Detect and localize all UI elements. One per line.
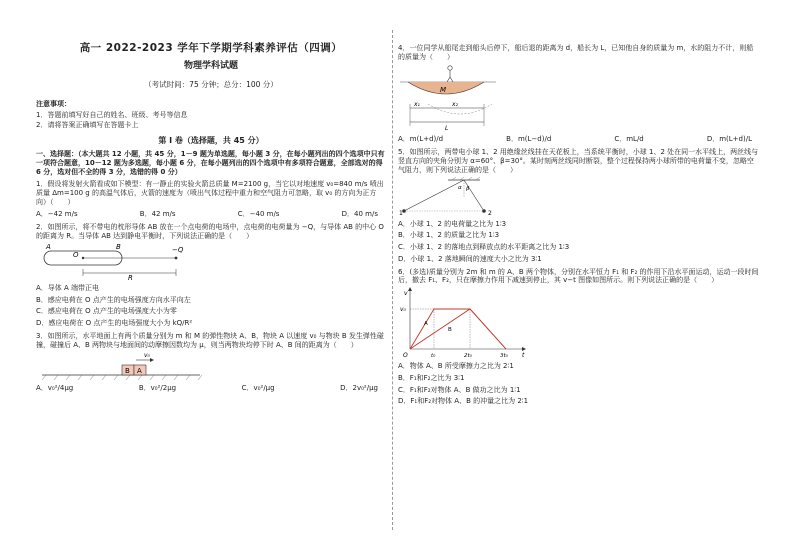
option-a[interactable]: A．物体 A、B 所受摩擦力之比为 2∶1	[398, 362, 514, 370]
ceiling-hatch	[452, 177, 480, 180]
ball-2	[482, 209, 486, 213]
option-c[interactable]: C．v₀²/μg	[241, 384, 275, 393]
label-t: t	[522, 352, 525, 359]
label-v0: v₀	[400, 306, 406, 313]
note-item: 2．请将答案正确填写在答题卡上	[36, 121, 139, 130]
option-a[interactable]: A．−42 m/s	[36, 209, 78, 218]
option-c[interactable]: C．mL/d	[614, 134, 644, 143]
section-heading: 第 I 卷（选择题，共 45 分）	[158, 136, 264, 145]
label-b: B	[116, 242, 121, 251]
option-b[interactable]: B．F₁和F₂之比为 3∶1	[398, 373, 465, 382]
question-4-stem: 4．一位同学从船尾走到船头后停下，船后退的距离为 d，船长为 L，已知他自身的质量为 m，水的阻力不计，则船的质量为（ ）	[398, 44, 754, 61]
question-2-stem: 2．如图所示，将不带电的枕形导体 AB 放在一个点电荷的电场中，点电荷的电荷量为 −Q，与导体 AB 的中心 O 的距离为 R。当导体 AB 达到静电平衡时，下列说法正确的是（ ）	[36, 223, 384, 240]
option-b[interactable]: B．感应电荷在 O 点产生的电场强度方向水平向左	[36, 295, 191, 304]
option-c[interactable]: C．F₁和F₂对物体 A、B 做功之比为 1∶1	[398, 385, 521, 394]
label-v0: v₀	[144, 352, 150, 360]
question-5-figure	[398, 177, 760, 217]
label-ball-1: 1	[399, 209, 403, 217]
label-origin: O	[403, 352, 408, 359]
boat-after	[428, 104, 492, 114]
line-a	[410, 309, 506, 349]
label-2t0: 2t₀	[464, 353, 472, 359]
left-column	[36, 38, 386, 398]
option-d[interactable]: D．小球 1、2 落地瞬间的速度大小之比为 3∶1	[398, 254, 542, 263]
question-6-figure	[398, 287, 760, 359]
notes-heading: 注意事项：	[36, 99, 71, 108]
option-c[interactable]: C．−40 m/s	[237, 209, 280, 218]
note-item: 1．答题前填写好自己的姓名、班级、考号等信息	[36, 110, 188, 119]
option-d[interactable]: D．40 m/s	[341, 209, 378, 218]
question-4-figure	[398, 64, 760, 132]
label-a: A	[137, 367, 142, 376]
option-d[interactable]: D．感应电荷在 O 点产生的电场强度大小为 kQ/R²	[36, 319, 193, 327]
label-o: O	[73, 250, 79, 259]
label-b: B	[125, 367, 130, 376]
label-ball-2: 2	[488, 209, 492, 217]
center-point	[82, 257, 84, 259]
question-4-options	[398, 135, 760, 144]
option-c[interactable]: C．小球 1、2 的落地点到释放点的水平距离之比为 1∶3	[398, 243, 570, 251]
point-charge	[175, 256, 178, 259]
exam-title: 高一 2022-2023 学年下学期学科素养评估（四调）	[79, 42, 343, 54]
label-b: B	[448, 327, 452, 333]
label-t0: t₀	[431, 353, 436, 359]
section-instruction: 一、选择题：（本大题共 12 小题，共 45 分，1－9 题为单选题，每小题 3 分，在每小题列出的四个选项中只有一项符合题意，10－12 题为多选题，每小题 6 分，在每小题列出的四个选项中有多项符合题意，全部选对的得 6 分，选对但不全的得 3 分，选错的得 0 分）	[36, 150, 385, 176]
question-1-options	[36, 210, 386, 219]
option-b[interactable]: B．v₀²/2μg	[138, 384, 177, 393]
option-a[interactable]: A．v₀²/4μg	[36, 384, 74, 393]
label-x1: x₁	[414, 100, 420, 108]
label-beta: β	[466, 185, 470, 192]
question-1-stem: 1．假设将发射火箭看成如下模型：有一静止的实验火箭总质量 M=2100 g，当它以对地速度 v₀=840 m/s 喷出质量 Δm=100 g 的高温气体后，火箭的速度为（喷出气体过程中重力和空气阻力可忽略，取 v₀ 的方向为正方向）（ ）	[36, 180, 384, 206]
question-5-stem: 5．如图所示，两带电小球 1、2 用绝缘丝线挂在天花板上，当系统平衡时，小球 1、2 处在同一水平线上，两丝线与竖直方向的夹角分别为 α=60°、β=30°。某时刻两丝线同时断裂，整个过程保持两小球所带的电荷量不变，忽略空气阻力，则下列说法正确的是（ ）	[398, 148, 759, 174]
option-d[interactable]: D．m(L+d)/L	[706, 134, 752, 143]
exam-info: （考试时间：75 分钟；总分：100 分）	[144, 80, 278, 90]
option-b[interactable]: B．42 m/s	[139, 209, 176, 218]
label-x2: x₂	[452, 100, 458, 108]
question-3-figure	[36, 351, 386, 381]
option-d[interactable]: D．2v₀²/μg	[340, 384, 378, 393]
label-charge: −Q	[172, 245, 184, 254]
option-a[interactable]: A．导体 A 端带正电	[36, 283, 100, 292]
option-d[interactable]: D．F₁和F₂对物体 A、B 的冲量之比为 2∶1	[398, 397, 529, 406]
label-alpha: α	[458, 184, 462, 191]
ground-hatch	[42, 375, 202, 380]
label-a: A	[46, 242, 51, 251]
label-v: v	[404, 290, 408, 297]
line-b	[410, 309, 506, 349]
exam-subtitle: 物理学科试题	[183, 61, 238, 72]
option-a[interactable]: A．m(L+d)/d	[398, 134, 444, 143]
thread-2	[464, 180, 484, 211]
right-column	[398, 40, 760, 409]
option-b[interactable]: B．m(L−d)/d	[506, 134, 552, 143]
question-3-options	[36, 384, 386, 393]
label-r: R	[128, 273, 133, 281]
label-boat-mass: M	[440, 85, 447, 94]
question-3-stem: 3．如图所示，水平地面上有两个质量分别为 m 和 M 的弹性物块 A、B，物块 A 以速度 v₀ 与物块 B 发生弹性碰撞，碰撞后 A、B 两物块与地面间的动摩擦因数均为 μ，则当两物块均停下时 A、B 间的距离为（ ）	[36, 331, 384, 349]
option-b[interactable]: B．小球 1、2 的质量之比为 1∶3	[398, 231, 500, 240]
label-length: L	[445, 124, 449, 132]
option-a[interactable]: A．小球 1、2 的电荷量之比为 1∶3	[398, 219, 507, 228]
question-2-figure	[36, 243, 386, 281]
person-head	[448, 65, 452, 69]
label-a: A	[424, 321, 428, 327]
label-3t0: 3t₀	[500, 353, 508, 359]
column-divider	[392, 30, 393, 530]
thread-1	[404, 180, 464, 211]
question-6-stem: 6．(多选)质量分别为 2m 和 m 的 A、B 两个物体，分别在水平恒力 F₁ 和 F₂ 的作用下沿水平面运动，运动一段时间后，撤去 F₁、F₂，只在摩擦力作用下减速到停止，其 v−t 图像如图所示。则下列说法正确的是（ ）	[398, 267, 759, 285]
option-c[interactable]: C．感应电荷在 O 点产生的电场强度大小为零	[36, 307, 177, 316]
